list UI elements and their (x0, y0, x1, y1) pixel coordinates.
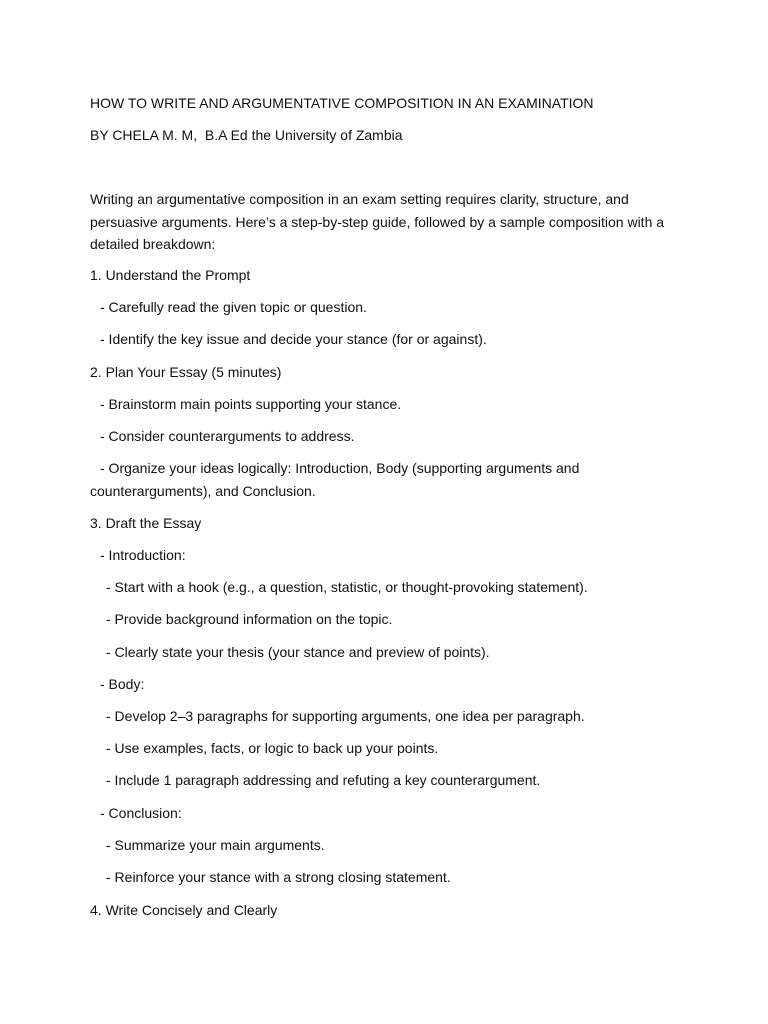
list-item: - Summarize your main arguments. (106, 837, 325, 853)
document-byline: BY CHELA M. M, B.A Ed the University of Zambia (90, 127, 403, 143)
subsection-label-conclusion: - Conclusion: (100, 805, 182, 821)
section-heading-2: 2. Plan Your Essay (5 minutes) (90, 364, 282, 380)
section-heading-1: 1. Understand the Prompt (90, 267, 251, 283)
list-item: - Carefully read the given topic or question. (100, 299, 367, 315)
document-title: HOW TO WRITE AND ARGUMENTATIVE COMPOSITION IN AN EXAMINATION (90, 95, 594, 111)
list-item: - Develop 2–3 paragraphs for supporting arguments, one idea per paragraph. (106, 708, 585, 724)
section-heading-3: 3. Draft the Essay (90, 515, 202, 531)
list-item: - Provide background information on the topic. (106, 611, 393, 627)
subsection-label-body: - Body: (100, 676, 145, 692)
list-item: - Identify the key issue and decide your stance (for or against). (100, 331, 487, 347)
list-item: - Clearly state your thesis (your stance and preview of points). (106, 644, 490, 660)
list-item: - Consider counterarguments to address. (100, 428, 355, 444)
list-item: - Brainstorm main points supporting your stance. (100, 396, 402, 412)
list-item: - Start with a hook (e.g., a question, statistic, or thought-provoking statement). (106, 579, 588, 595)
list-item: - Reinforce your stance with a strong closing statement. (106, 869, 451, 885)
list-item: - Include 1 paragraph addressing and refuting a key counterargument. (106, 772, 541, 788)
list-item: - Use examples, facts, or logic to back up your points. (106, 740, 439, 756)
subsection-label-introduction: - Introduction: (100, 547, 186, 563)
section-heading-4: 4. Write Concisely and Clearly (90, 902, 278, 918)
list-item: - Organize your ideas logically: Introduction, Body (supporting arguments and counterarguments), and Conclusion. (90, 460, 580, 499)
intro-paragraph: Writing an argumentative composition in an exam setting requires clarity, structure, and persuasive arguments. Here’s a step-by-step guide, followed by a sample composition with a detailed breakdown: (90, 191, 665, 252)
